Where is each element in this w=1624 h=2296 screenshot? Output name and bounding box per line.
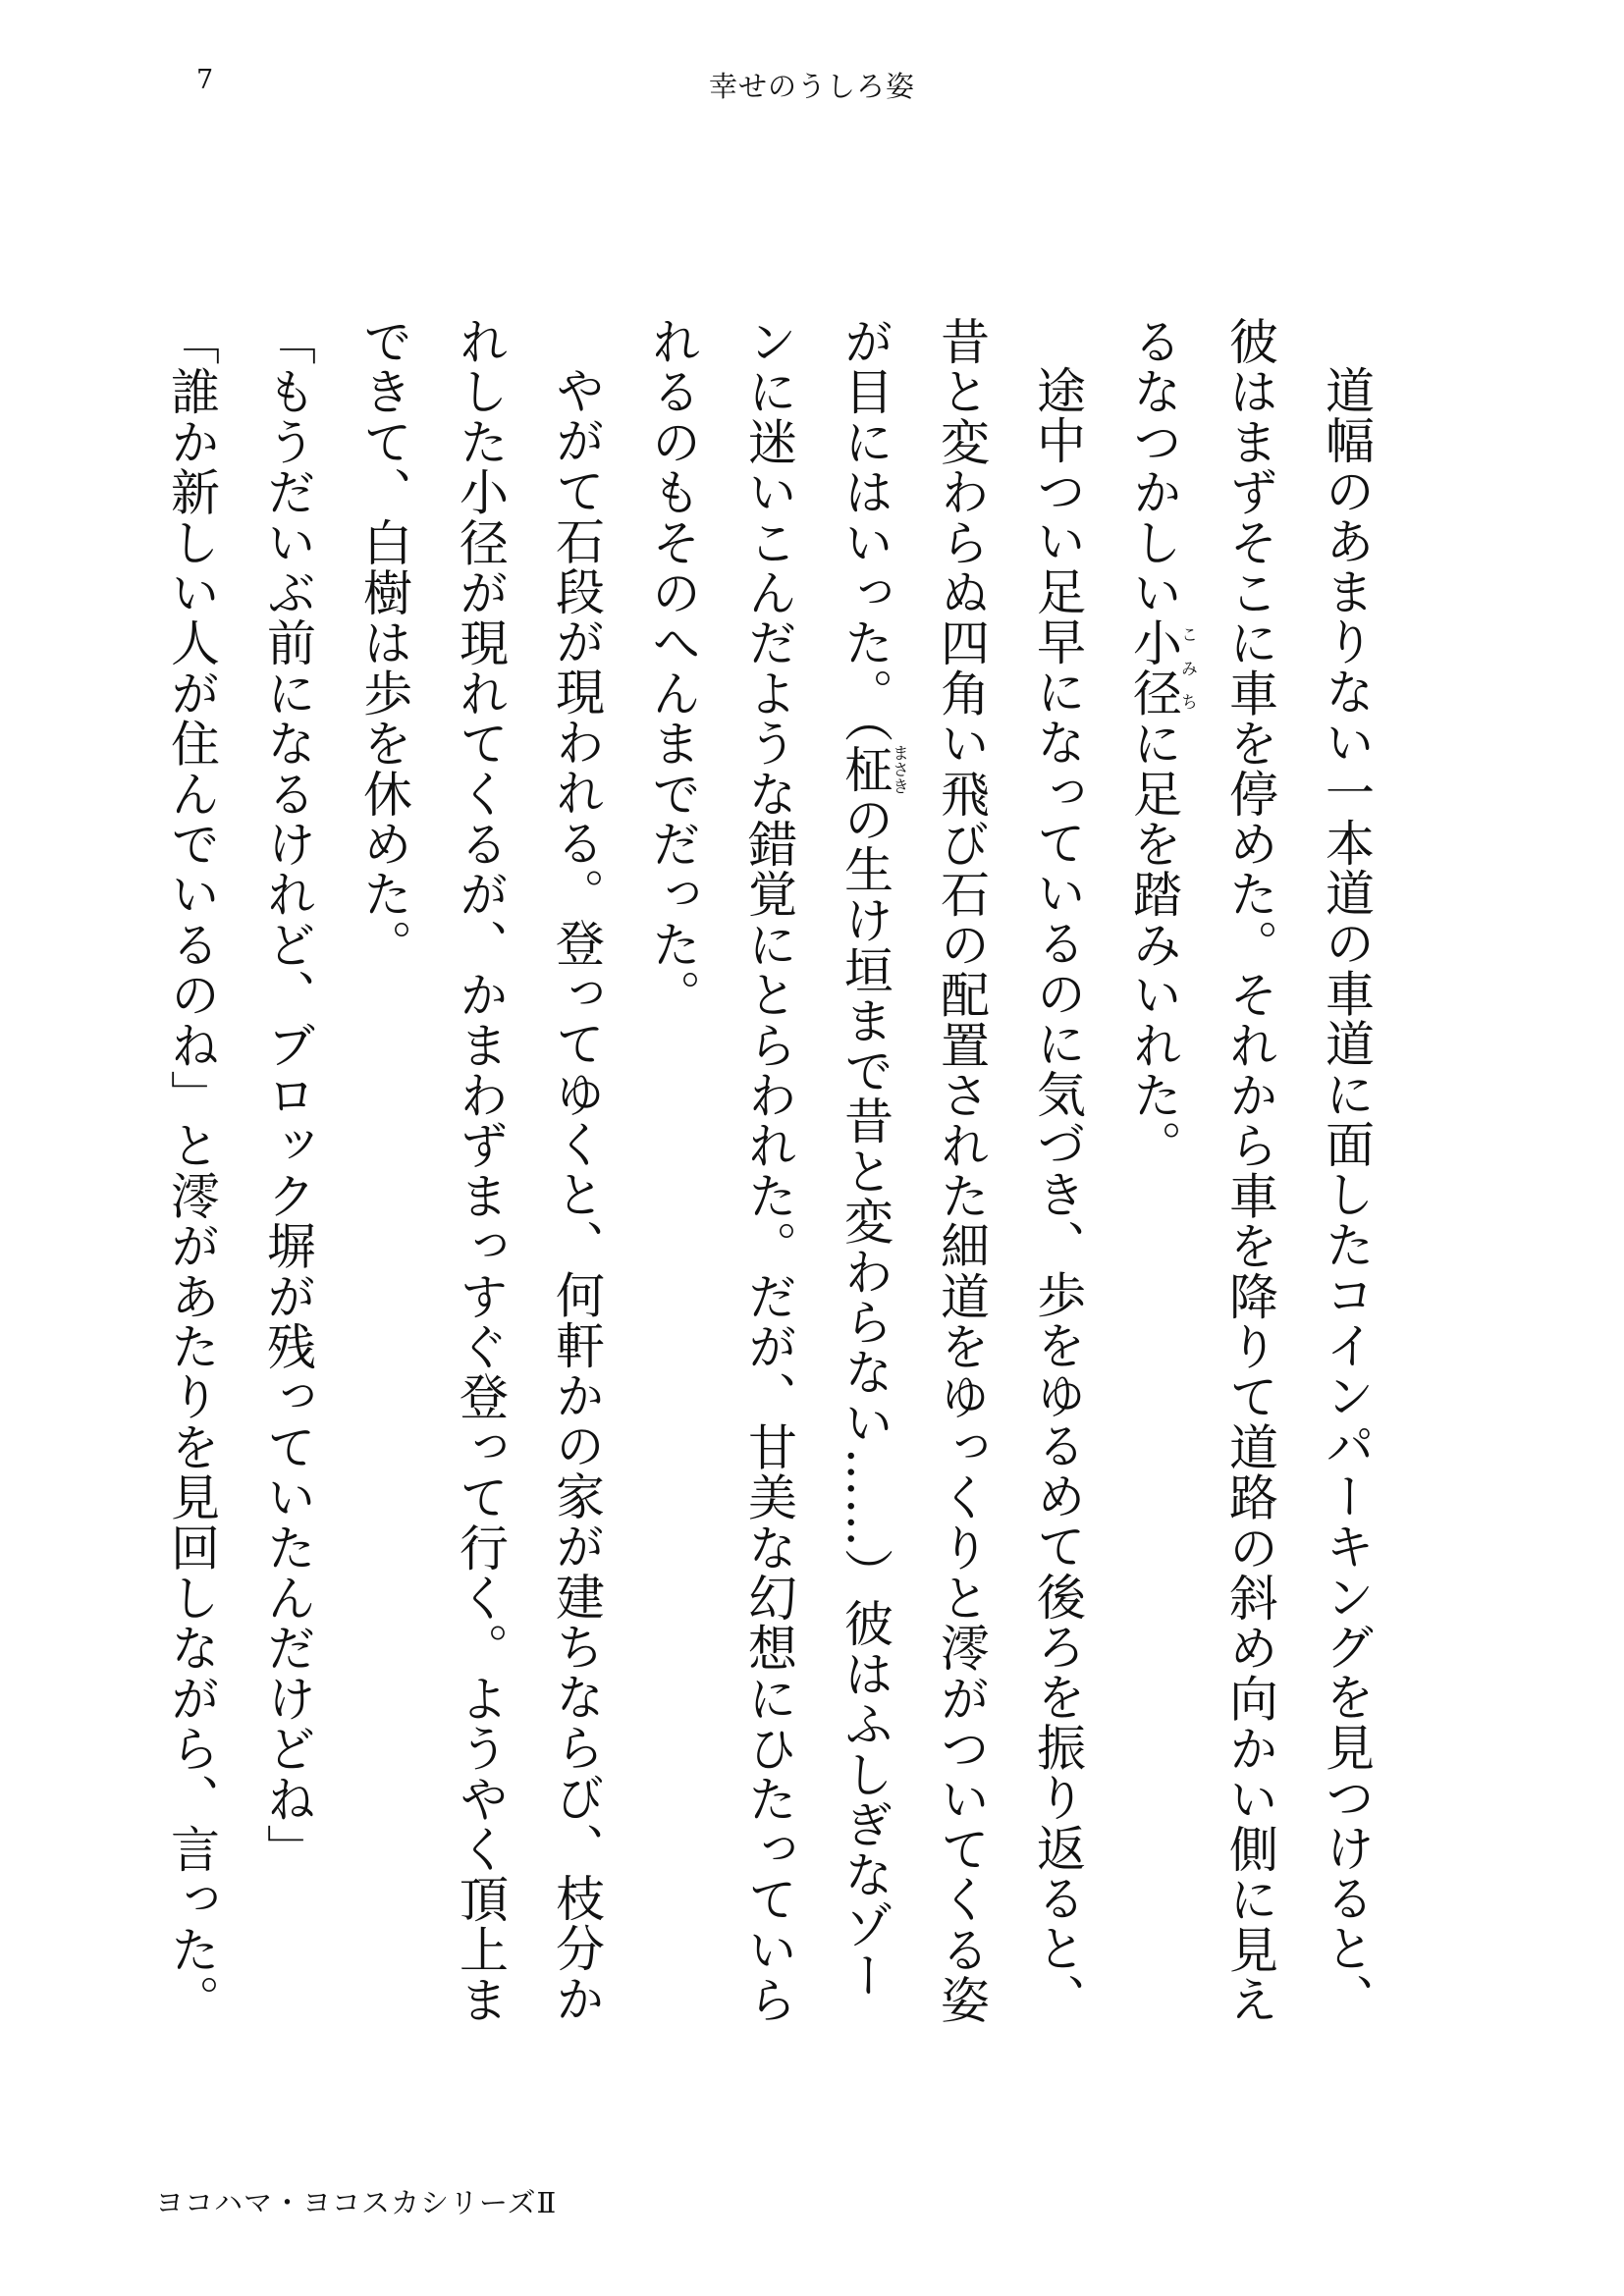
ruby-komichi-base: 小径 xyxy=(1125,617,1182,719)
page-number: 7 xyxy=(196,65,214,95)
paragraph-4-dialogue: 「もうだいぶ前になるけれど、ブロック塀が残っていたんだけどね」 xyxy=(259,316,316,1875)
paragraph-2-text-a: 途中つい足早になっているのに気づき、歩をゆるめて後ろを振り返ると、昔と変わらぬ四角い飛び石の配置された細道をゆっくりと澪がついてくる姿が目にはいった。（ xyxy=(837,316,1086,2025)
ruby-masaki-base: 柾 xyxy=(837,743,893,795)
paragraph-2 xyxy=(624,316,1106,2034)
paragraph-1-text-a: 道幅のあまりない一本道の車道に面したコインパーキングを見つけると、彼はまずそこに車を停めた。それから車を降りて道路の斜め向かい側に見えるなつかしい xyxy=(1125,316,1375,2025)
body-text xyxy=(163,316,1394,2034)
paragraph-2-text-b: の生け垣まで昔と変わらない……）彼はふしぎなゾーンに迷いこんだような錯覚にとらわれた。だが、甘美な幻想にひたっていられるのもそのへんまでだった。 xyxy=(644,316,893,2025)
ruby-komichi xyxy=(1125,617,1197,719)
series-footer: ヨコハマ・ヨコスカシリーズⅡ xyxy=(155,2186,558,2219)
ruby-komichi-reading: こみち xyxy=(1177,617,1197,719)
paragraph-3: やがて石段が現われる。登ってゆくと、何軒かの家が建ちならび、枝分かれした小径が現れてくるが、かまわずまっすぐ登って行く。ようやく頂上まできて、白樹は歩を休めた。 xyxy=(355,316,605,2025)
paragraph-1 xyxy=(1106,316,1394,2034)
paragraph-5-dialogue: 「誰か新しい人が住んでいるのね」と澪があたりを見回しながら、言った。 xyxy=(163,316,220,2025)
paragraph-1-text-b: に足を踏みいれた。 xyxy=(1125,718,1182,1171)
ruby-masaki xyxy=(837,743,908,795)
ruby-masaki-reading: まさき xyxy=(889,743,908,795)
running-title: 幸せのうしろ姿 xyxy=(708,70,915,103)
